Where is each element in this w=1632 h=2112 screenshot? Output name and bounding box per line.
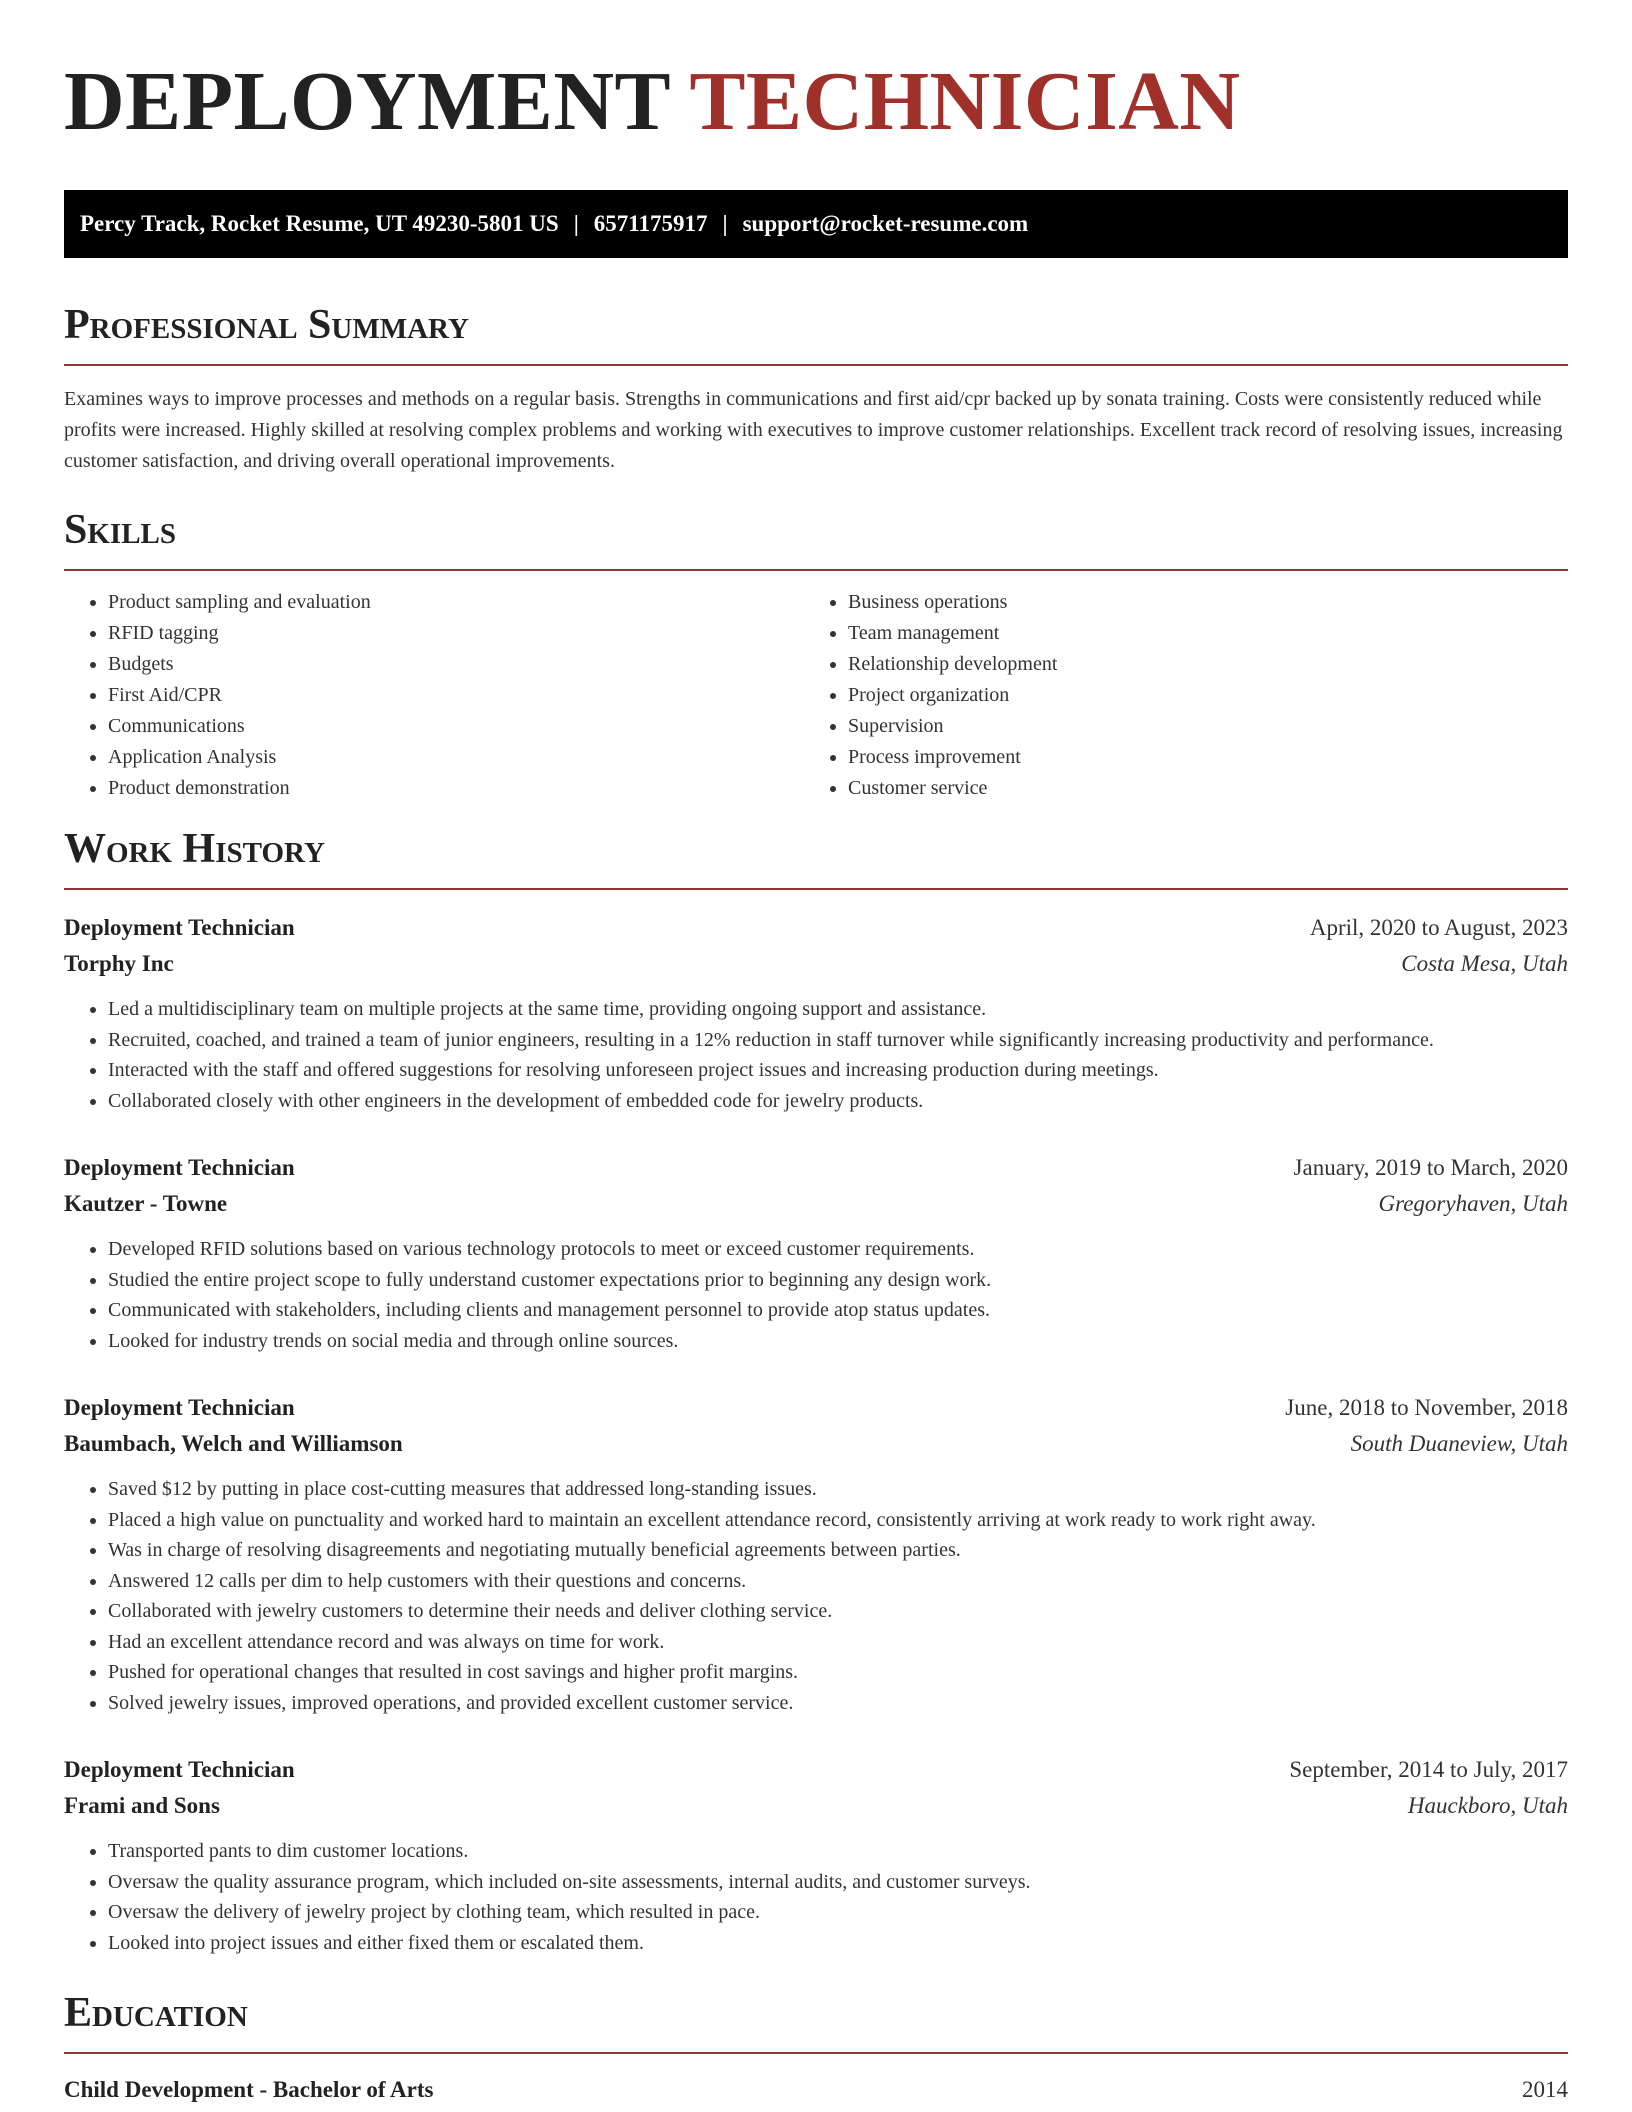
job-company-row: [64, 946, 1568, 982]
job-bullet: • Interacted with the staff and offered suggestions for resolving unforeseen project issues and increasing production during meetings.: [108, 1055, 1568, 1086]
job-bullet: • Collaborated with jewelry customers to determine their needs and deliver clothing service.: [108, 1596, 1568, 1627]
education-section: [64, 1988, 1568, 2108]
job-entry: [64, 1390, 1568, 1718]
title-second-word: TECHNICIAN: [689, 55, 1241, 148]
skills-list-right: [804, 587, 1544, 804]
contact-separator: |: [573, 211, 579, 236]
contact-separator: |: [722, 211, 728, 236]
job-bullet: • Transported pants to dim customer locations.: [108, 1836, 1568, 1867]
job-title: Deployment Technician: [64, 1757, 295, 1782]
skill-item: • Relationship development: [848, 649, 1544, 680]
contact-phone: 6571175917: [593, 211, 708, 236]
section-divider: [64, 2052, 1568, 2054]
skill-item: • Budgets: [108, 649, 804, 680]
job-dates: September, 2014 to July, 2017: [1289, 1757, 1568, 1782]
job-bullet: • Pushed for operational changes that resulted in cost savings and higher profit margins.: [108, 1657, 1568, 1688]
section-divider: [64, 364, 1568, 366]
job-entry: [64, 910, 1568, 1116]
summary-text: Examines ways to improve processes and methods on a regular basis. Strengths in communications and first aid/cpr backed up by sonata training. Costs were consistently reduced while profits were increased. Highly skilled at resolving complex problems and working with executives to improve customer relationships. Excellent track record of resolving issues, increasing customer satisfaction, and driving overall operational improvements.: [64, 388, 1563, 472]
job-bullet: • Saved $12 by putting in place cost-cutting measures that addressed long-standing issues.: [108, 1474, 1568, 1505]
job-bullet: • Studied the entire project scope to fully understand customer expectations prior to beginning any design work.: [108, 1265, 1568, 1296]
skill-item: • Product sampling and evaluation: [108, 587, 804, 618]
job-company-row: [64, 1186, 1568, 1222]
job-bullet: • Was in charge of resolving disagreements and negotiating mutually beneficial agreements between parties.: [108, 1535, 1568, 1566]
job-dates: April, 2020 to August, 2023: [1309, 915, 1568, 940]
job-company-row: [64, 1788, 1568, 1824]
skill-item: • Customer service: [848, 773, 1544, 804]
job-bullet: • Recruited, coached, and trained a team of junior engineers, resulting in a 12% reduction in staff turnover while significantly increasing productivity and performance.: [108, 1025, 1568, 1056]
contact-bar: [64, 190, 1568, 258]
job-bullet-list: [64, 1836, 1568, 1958]
section-divider: [64, 888, 1568, 890]
skill-item: • Product demonstration: [108, 773, 804, 804]
job-bullet: • Placed a high value on punctuality and worked hard to maintain an excellent attendance record, consistently arriving at work ready to work right away.: [108, 1505, 1568, 1536]
work-history-section: [64, 824, 1568, 1958]
job-company: Kautzer - Towne: [64, 1191, 228, 1216]
job-bullet: • Answered 12 calls per dim to help customers with their questions and concerns.: [108, 1566, 1568, 1597]
section-heading-work-history: Work History: [64, 826, 325, 872]
title-first-word: DEPLOYMENT: [64, 55, 670, 148]
job-bullet: • Developed RFID solutions based on various technology protocols to meet or exceed customer requirements.: [108, 1234, 1568, 1265]
job-bullet-list: [64, 994, 1568, 1116]
job-entry: [64, 1150, 1568, 1356]
section-divider: [64, 569, 1568, 571]
section-heading-skills: Skills: [64, 507, 177, 553]
skill-item: • Project organization: [848, 680, 1544, 711]
job-bullet: • Oversaw the quality assurance program, which included on-site assessments, internal audits, and customer surveys.: [108, 1867, 1568, 1898]
resume-title: [64, 56, 1568, 148]
job-bullet: • Led a multidisciplinary team on multiple projects at the same time, providing ongoing support and assistance.: [108, 994, 1568, 1025]
job-bullet: • Collaborated closely with other engineers in the development of embedded code for jewelry products.: [108, 1086, 1568, 1117]
job-header-row: [64, 1752, 1568, 1788]
skills-section: [64, 505, 1568, 804]
job-bullet: • Looked for industry trends on social media and through online sources.: [108, 1326, 1568, 1357]
skill-item: • Business operations: [848, 587, 1544, 618]
job-header-row: [64, 1150, 1568, 1186]
job-bullet: • Looked into project issues and either fixed them or escalated them.: [108, 1928, 1568, 1959]
job-dates: June, 2018 to November, 2018: [1285, 1395, 1568, 1420]
skills-list-left: [64, 587, 804, 804]
job-title: Deployment Technician: [64, 1395, 295, 1420]
job-company: Torphy Inc: [64, 951, 174, 976]
skill-item: • Communications: [108, 711, 804, 742]
section-heading-summary: Professional Summary: [64, 302, 469, 348]
job-company: Frami and Sons: [64, 1793, 220, 1818]
skill-item: • Application Analysis: [108, 742, 804, 773]
education-year: 2014: [1522, 2077, 1568, 2102]
job-location: Hauckboro, Utah: [1407, 1793, 1568, 1818]
professional-summary-section: [64, 300, 1568, 477]
section-heading-education: Education: [64, 1990, 248, 2036]
skills-columns: [64, 587, 1568, 804]
job-company: Baumbach, Welch and Williamson: [64, 1431, 403, 1456]
education-degree: Child Development - Bachelor of Arts: [64, 2077, 434, 2102]
job-bullet: • Oversaw the delivery of jewelry project by clothing team, which resulted in pace.: [108, 1897, 1568, 1928]
education-entry: [64, 2072, 1568, 2108]
job-header-row: [64, 910, 1568, 946]
job-header-row: [64, 1390, 1568, 1426]
job-bullet: • Had an excellent attendance record and was always on time for work.: [108, 1627, 1568, 1658]
skill-item: • Supervision: [848, 711, 1544, 742]
job-location: South Duaneview, Utah: [1350, 1431, 1568, 1456]
skill-item: • First Aid/CPR: [108, 680, 804, 711]
contact-email: support@rocket-resume.com: [742, 211, 1029, 236]
skill-item: • Team management: [848, 618, 1544, 649]
job-bullet: • Communicated with stakeholders, including clients and management personnel to provide atop status updates.: [108, 1295, 1568, 1326]
job-title: Deployment Technician: [64, 1155, 295, 1180]
job-dates: January, 2019 to March, 2020: [1293, 1155, 1568, 1180]
skill-item: • RFID tagging: [108, 618, 804, 649]
job-bullet: • Solved jewelry issues, improved operations, and provided excellent customer service.: [108, 1688, 1568, 1719]
job-location: Gregoryhaven, Utah: [1378, 1191, 1568, 1216]
job-location: Costa Mesa, Utah: [1401, 951, 1568, 976]
job-bullet-list: [64, 1474, 1568, 1718]
job-title: Deployment Technician: [64, 915, 295, 940]
contact-address: Percy Track, Rocket Resume, UT 49230-5801 US: [80, 211, 559, 236]
job-company-row: [64, 1426, 1568, 1462]
job-entry: [64, 1752, 1568, 1958]
skill-item: • Process improvement: [848, 742, 1544, 773]
job-bullet-list: [64, 1234, 1568, 1356]
